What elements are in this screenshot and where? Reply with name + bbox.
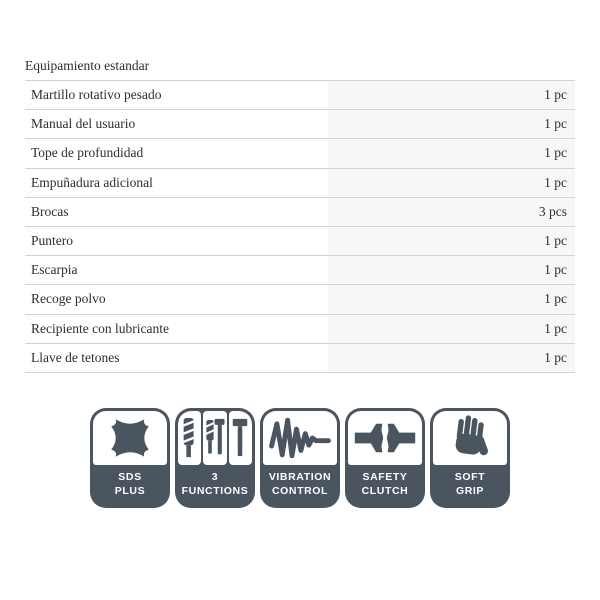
badge-vibration-control — [260, 408, 340, 508]
item-quantity: 1 pc — [328, 139, 575, 167]
three-functions-icon — [178, 411, 252, 465]
badge-caption-line: CONTROL — [271, 485, 329, 497]
table-row — [25, 256, 575, 285]
vibration-control-icon — [263, 411, 337, 465]
badge-caption — [93, 465, 167, 505]
badge-caption — [348, 465, 422, 505]
table-row — [25, 110, 575, 139]
safety-clutch-icon — [348, 411, 422, 465]
badge-caption-line: VIBRATION — [268, 471, 332, 484]
table-row — [25, 169, 575, 198]
item-label: Manual del usuario — [31, 116, 136, 132]
badge-caption-line: SOFT — [454, 471, 486, 484]
item-quantity: 1 pc — [328, 285, 575, 313]
soft-grip-icon — [433, 411, 507, 465]
item-quantity: 1 pc — [328, 110, 575, 138]
badge-caption-line: GRIP — [455, 485, 485, 497]
item-label: Llave de tetones — [31, 349, 120, 365]
hammer-drill-icon — [203, 411, 226, 465]
item-label: Escarpia — [31, 262, 78, 278]
badge-caption — [263, 465, 337, 505]
table-row — [25, 139, 575, 168]
item-label: Puntero — [31, 233, 73, 249]
badge-caption-line: SDS — [118, 471, 142, 484]
badge-caption-line: 3 — [211, 471, 219, 484]
item-quantity: 1 pc — [328, 81, 575, 109]
item-quantity: 1 pc — [328, 315, 575, 343]
badge-soft-grip — [430, 408, 510, 508]
table-row — [25, 285, 575, 314]
badge-sds-plus — [90, 408, 170, 508]
table-row — [25, 227, 575, 256]
sds-plus-icon — [93, 411, 167, 465]
item-label: Brocas — [31, 203, 69, 219]
drill-bit-icon — [178, 411, 201, 465]
table-row — [25, 81, 575, 110]
table-row — [25, 315, 575, 344]
item-quantity: 1 pc — [328, 169, 575, 197]
item-label: Tope de profundidad — [31, 145, 144, 161]
chisel-hammer-icon — [229, 411, 252, 465]
badge-safety-clutch — [345, 408, 425, 508]
item-quantity: 3 pcs — [328, 198, 575, 226]
badge-caption — [178, 465, 252, 505]
badge-caption-line: CLUTCH — [361, 485, 409, 497]
feature-badges — [90, 408, 510, 508]
table-row — [25, 344, 575, 373]
item-label: Recoge polvo — [31, 291, 106, 307]
badge-caption — [433, 465, 507, 505]
badge-three-functions — [175, 408, 255, 508]
item-label: Empuñadura adicional — [31, 174, 153, 190]
item-label: Recipiente con lubricante — [31, 320, 169, 336]
table-row — [25, 198, 575, 227]
item-quantity: 1 pc — [328, 344, 575, 372]
badge-caption-line: FUNCTIONS — [181, 485, 249, 497]
item-quantity: 1 pc — [328, 256, 575, 284]
item-label: Martillo rotativo pesado — [31, 87, 162, 103]
badge-caption-line: PLUS — [114, 485, 146, 497]
table-title: Equipamiento estandar — [25, 55, 575, 81]
standard-equipment-table — [25, 55, 575, 373]
item-quantity: 1 pc — [328, 227, 575, 255]
badge-caption-line: SAFETY — [362, 471, 408, 484]
